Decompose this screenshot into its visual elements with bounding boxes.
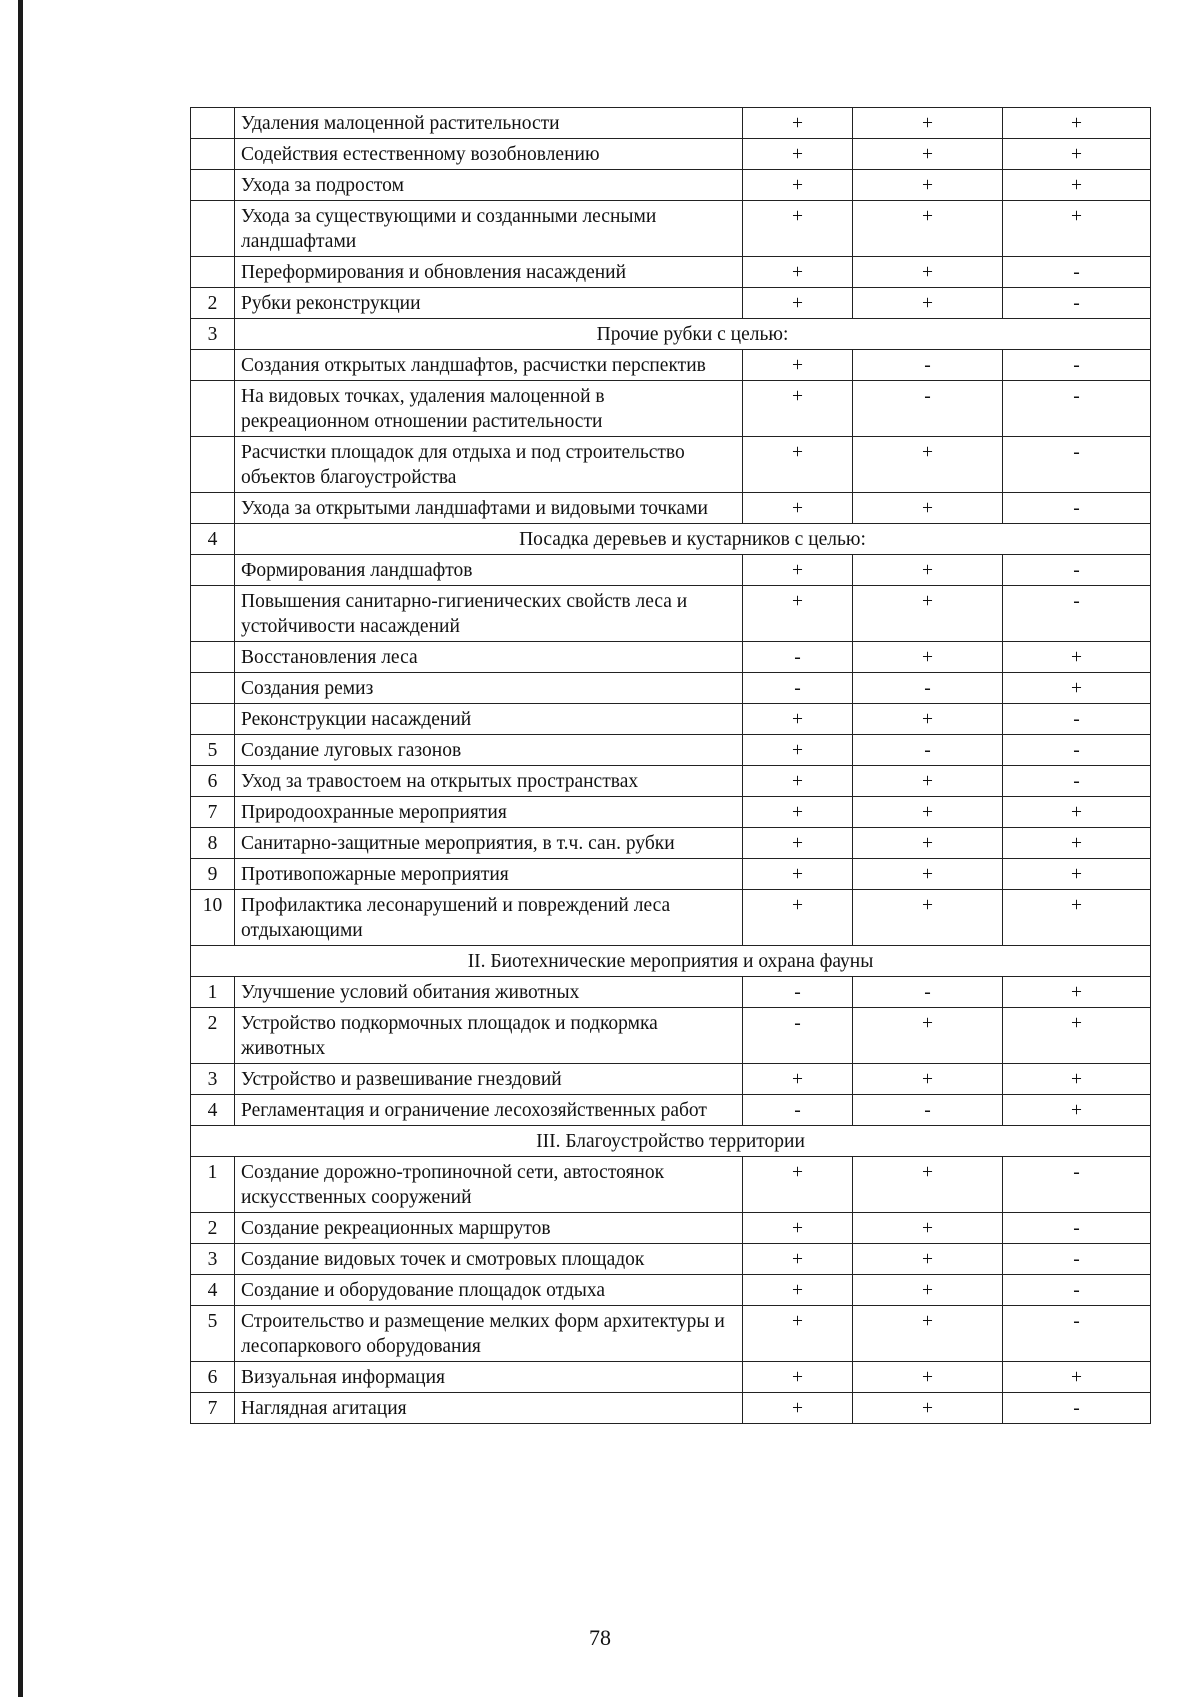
mark-cell: - [853, 977, 1003, 1008]
row-number: 3 [191, 1244, 235, 1275]
mark-cell: - [1003, 350, 1151, 381]
mark-cell: - [1003, 586, 1151, 642]
mark-cell: + [853, 437, 1003, 493]
row-number: 9 [191, 859, 235, 890]
mark-cell: + [743, 735, 853, 766]
mark-cell: + [743, 381, 853, 437]
measure-name: Наглядная агитация [235, 1393, 743, 1424]
row-number: 10 [191, 890, 235, 946]
measure-name: Устройство подкормочных площадок и подкормка животных [235, 1008, 743, 1064]
mark-cell: - [1003, 1157, 1151, 1213]
mark-cell: + [743, 288, 853, 319]
mark-cell: + [743, 257, 853, 288]
table-row [191, 1095, 1151, 1126]
mark-cell: + [1003, 108, 1151, 139]
row-number [191, 704, 235, 735]
mark-cell: + [1003, 139, 1151, 170]
mark-cell: - [1003, 437, 1151, 493]
mark-cell: + [743, 890, 853, 946]
row-number: 2 [191, 1008, 235, 1064]
mark-cell: + [743, 201, 853, 257]
mark-cell: + [853, 1244, 1003, 1275]
mark-cell: + [853, 201, 1003, 257]
mark-cell: + [853, 1213, 1003, 1244]
table-row [191, 946, 1151, 977]
table-row [191, 288, 1151, 319]
mark-cell: - [1003, 704, 1151, 735]
mark-cell: + [1003, 890, 1151, 946]
mark-cell: - [1003, 1275, 1151, 1306]
mark-cell: + [1003, 859, 1151, 890]
measure-name: На видовых точках, удаления малоценной в рекреационном отношении растительности [235, 381, 743, 437]
mark-cell: + [743, 1306, 853, 1362]
mark-cell: - [743, 977, 853, 1008]
row-number: 8 [191, 828, 235, 859]
table-row [191, 586, 1151, 642]
row-number: 5 [191, 1306, 235, 1362]
measure-name: Устройство и развешивание гнездовий [235, 1064, 743, 1095]
mark-cell: - [853, 735, 1003, 766]
table-row [191, 1126, 1151, 1157]
row-number [191, 586, 235, 642]
mark-cell: - [853, 381, 1003, 437]
table-row [191, 704, 1151, 735]
measure-name: Создание луговых газонов [235, 735, 743, 766]
mark-cell: + [743, 555, 853, 586]
table-row [191, 437, 1151, 493]
mark-cell: + [853, 493, 1003, 524]
measure-name: Создания открытых ландшафтов, расчистки перспектив [235, 350, 743, 381]
mark-cell: + [743, 350, 853, 381]
table-row [191, 381, 1151, 437]
table-row [191, 859, 1151, 890]
mark-cell: + [853, 828, 1003, 859]
measure-name: Рубки реконструкции [235, 288, 743, 319]
table-row [191, 493, 1151, 524]
mark-cell: + [853, 108, 1003, 139]
mark-cell: + [743, 859, 853, 890]
mark-cell: + [1003, 1095, 1151, 1126]
mark-cell: - [1003, 735, 1151, 766]
table-row [191, 1362, 1151, 1393]
row-number [191, 170, 235, 201]
row-number: 7 [191, 797, 235, 828]
mark-cell: + [853, 257, 1003, 288]
table-row [191, 890, 1151, 946]
mark-cell: + [1003, 642, 1151, 673]
row-number: 2 [191, 1213, 235, 1244]
table-row [191, 257, 1151, 288]
measure-name: Создание видовых точек и смотровых площадок [235, 1244, 743, 1275]
mark-cell: - [1003, 288, 1151, 319]
mark-cell: + [853, 1157, 1003, 1213]
mark-cell: + [743, 766, 853, 797]
table-row [191, 766, 1151, 797]
mark-cell: + [853, 1008, 1003, 1064]
table-row [191, 139, 1151, 170]
mark-cell: + [853, 1306, 1003, 1362]
row-number [191, 139, 235, 170]
mark-cell: + [853, 1064, 1003, 1095]
mark-cell: + [853, 555, 1003, 586]
mark-cell: + [743, 1213, 853, 1244]
row-number: 6 [191, 766, 235, 797]
row-number: 1 [191, 1157, 235, 1213]
table-row [191, 524, 1151, 555]
measure-name: Ухода за существующими и созданными лесными ландшафтами [235, 201, 743, 257]
row-number [191, 673, 235, 704]
mark-cell: + [743, 828, 853, 859]
measure-name: Восстановления леса [235, 642, 743, 673]
subgroup-heading: Прочие рубки с целью: [235, 319, 1151, 350]
mark-cell: + [853, 859, 1003, 890]
table-row [191, 1008, 1151, 1064]
measure-name: Противопожарные мероприятия [235, 859, 743, 890]
row-number [191, 642, 235, 673]
mark-cell: + [1003, 1362, 1151, 1393]
mark-cell: + [853, 586, 1003, 642]
measure-name: Визуальная информация [235, 1362, 743, 1393]
measure-name: Содействия естественному возобновлению [235, 139, 743, 170]
row-number [191, 437, 235, 493]
table-row [191, 555, 1151, 586]
table-row [191, 319, 1151, 350]
row-number [191, 257, 235, 288]
table-row [191, 350, 1151, 381]
row-number: 4 [191, 1275, 235, 1306]
mark-cell: + [853, 170, 1003, 201]
table-row [191, 1275, 1151, 1306]
table-row [191, 1157, 1151, 1213]
measures-table [190, 107, 1151, 1424]
measure-name: Уход за травостоем на открытых пространствах [235, 766, 743, 797]
mark-cell: + [743, 1275, 853, 1306]
measure-name: Профилактика лесонарушений и повреждений леса отдыхающими [235, 890, 743, 946]
row-number [191, 493, 235, 524]
mark-cell: + [853, 766, 1003, 797]
mark-cell: - [1003, 1306, 1151, 1362]
measure-name: Санитарно-защитные мероприятия, в т.ч. сан. рубки [235, 828, 743, 859]
mark-cell: + [743, 170, 853, 201]
row-number: 5 [191, 735, 235, 766]
row-number: 1 [191, 977, 235, 1008]
mark-cell: - [743, 642, 853, 673]
mark-cell: + [1003, 673, 1151, 704]
mark-cell: - [1003, 1393, 1151, 1424]
measure-name: Строительство и размещение мелких форм архитектуры и лесопаркового оборудования [235, 1306, 743, 1362]
mark-cell: + [743, 108, 853, 139]
measure-name: Природоохранные мероприятия [235, 797, 743, 828]
row-number [191, 381, 235, 437]
mark-cell: + [853, 1393, 1003, 1424]
table-row [191, 1306, 1151, 1362]
table-row [191, 642, 1151, 673]
row-number [191, 108, 235, 139]
mark-cell: - [1003, 1213, 1151, 1244]
mark-cell: - [853, 1095, 1003, 1126]
row-number: 4 [191, 524, 235, 555]
row-number [191, 201, 235, 257]
mark-cell: + [743, 1393, 853, 1424]
mark-cell: + [743, 139, 853, 170]
row-number: 4 [191, 1095, 235, 1126]
mark-cell: + [1003, 1064, 1151, 1095]
mark-cell: + [853, 704, 1003, 735]
measure-name: Ухода за подростом [235, 170, 743, 201]
mark-cell: - [1003, 766, 1151, 797]
mark-cell: + [743, 437, 853, 493]
mark-cell: + [1003, 797, 1151, 828]
subgroup-heading: Посадка деревьев и кустарников с целью: [235, 524, 1151, 555]
measure-name: Улучшение условий обитания животных [235, 977, 743, 1008]
mark-cell: + [743, 1362, 853, 1393]
table-row [191, 1244, 1151, 1275]
table-row [191, 797, 1151, 828]
row-number: 6 [191, 1362, 235, 1393]
measure-name: Повышения санитарно-гигиенических свойств леса и устойчивости насаждений [235, 586, 743, 642]
mark-cell: - [853, 350, 1003, 381]
mark-cell: - [1003, 1244, 1151, 1275]
measure-name: Создания ремиз [235, 673, 743, 704]
mark-cell: + [743, 704, 853, 735]
table-row [191, 1064, 1151, 1095]
mark-cell: + [743, 493, 853, 524]
mark-cell: + [743, 1244, 853, 1275]
row-number: 2 [191, 288, 235, 319]
mark-cell: - [743, 1095, 853, 1126]
mark-cell: + [743, 586, 853, 642]
table-row [191, 828, 1151, 859]
measure-name: Реконструкции насаждений [235, 704, 743, 735]
mark-cell: + [1003, 201, 1151, 257]
mark-cell: + [743, 1157, 853, 1213]
mark-cell: - [743, 1008, 853, 1064]
measure-name: Расчистки площадок для отдыха и под строительство объектов благоустройства [235, 437, 743, 493]
mark-cell: + [1003, 828, 1151, 859]
table-row [191, 735, 1151, 766]
mark-cell: + [853, 642, 1003, 673]
measure-name: Регламентация и ограничение лесохозяйственных работ [235, 1095, 743, 1126]
table-row [191, 1213, 1151, 1244]
table-body [191, 108, 1151, 1424]
section-heading: II. Биотехнические мероприятия и охрана фауны [191, 946, 1151, 977]
mark-cell: - [1003, 381, 1151, 437]
measure-name: Ухода за открытыми ландшафтами и видовыми точками [235, 493, 743, 524]
mark-cell: - [1003, 257, 1151, 288]
mark-cell: + [853, 797, 1003, 828]
mark-cell: + [1003, 977, 1151, 1008]
measure-name: Создание рекреационных маршрутов [235, 1213, 743, 1244]
mark-cell: + [853, 1275, 1003, 1306]
row-number: 7 [191, 1393, 235, 1424]
row-number: 3 [191, 1064, 235, 1095]
measure-name: Создание дорожно-тропиночной сети, автостоянок искусственных сооружений [235, 1157, 743, 1213]
table-row [191, 108, 1151, 139]
row-number [191, 350, 235, 381]
measure-name: Создание и оборудование площадок отдыха [235, 1275, 743, 1306]
mark-cell: + [853, 1362, 1003, 1393]
table-row [191, 170, 1151, 201]
table-row [191, 201, 1151, 257]
mark-cell: + [853, 890, 1003, 946]
mark-cell: - [853, 673, 1003, 704]
page-number: 78 [589, 1625, 611, 1650]
row-number [191, 555, 235, 586]
row-number: 3 [191, 319, 235, 350]
table-row [191, 1393, 1151, 1424]
section-heading: III. Благоустройство территории [191, 1126, 1151, 1157]
mark-cell: + [853, 139, 1003, 170]
mark-cell: + [1003, 170, 1151, 201]
mark-cell: + [853, 288, 1003, 319]
table-row [191, 977, 1151, 1008]
measure-name: Переформирования и обновления насаждений [235, 257, 743, 288]
measure-name: Удаления малоценной растительности [235, 108, 743, 139]
mark-cell: - [1003, 555, 1151, 586]
measure-name: Формирования ландшафтов [235, 555, 743, 586]
mark-cell: + [743, 1064, 853, 1095]
mark-cell: + [1003, 1008, 1151, 1064]
mark-cell: - [743, 673, 853, 704]
mark-cell: + [743, 797, 853, 828]
table-row [191, 673, 1151, 704]
mark-cell: - [1003, 493, 1151, 524]
